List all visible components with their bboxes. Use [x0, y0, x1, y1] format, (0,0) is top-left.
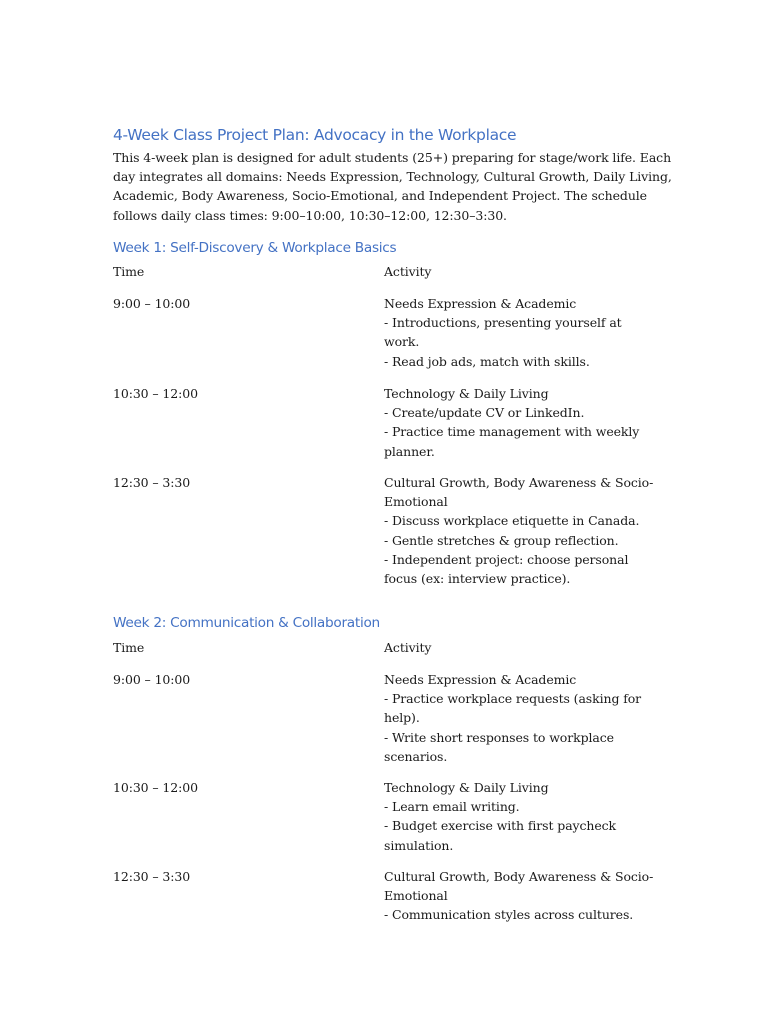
activity-line: Needs Expression & Academic — [384, 672, 577, 687]
activity-line: focus (ex: interview practice). — [384, 571, 571, 587]
document-title: 4-Week Class Project Plan: Advocacy in the Workplace — [113, 126, 517, 144]
schedule-activity — [384, 384, 654, 461]
activity-line: - Discuss workplace etiquette in Canada. — [384, 513, 640, 529]
schedule-activity — [384, 294, 654, 371]
activity-column-header: Activity — [384, 640, 432, 655]
activity-line: Cultural Growth, Body Awareness & Socio- — [384, 869, 654, 884]
schedule-time: 12:30 – 3:30 — [113, 475, 191, 490]
week-1-heading: Week 1: Self-Discovery & Workplace Basics — [113, 240, 397, 256]
activity-line: - Communication styles across cultures. — [384, 907, 634, 923]
schedule-activity — [384, 473, 654, 588]
schedule-time: 9:00 – 10:00 — [113, 672, 191, 687]
schedule-time: 9:00 – 10:00 — [113, 296, 191, 311]
intro-line: day integrates all domains: Needs Expression, Technology, Cultural Growth, Daily Living, — [113, 169, 672, 185]
activity-line: - Gentle stretches & group reflection. — [384, 532, 619, 548]
activity-line: planner. — [384, 443, 435, 459]
activity-line: Needs Expression & Academic — [384, 296, 577, 311]
activity-line: - Practice time management with weekly — [384, 424, 640, 440]
schedule-activity — [384, 778, 654, 855]
schedule-activity — [384, 867, 654, 925]
time-column-header: Time — [113, 264, 145, 279]
activity-line: Emotional — [384, 494, 448, 510]
time-column-header: Time — [113, 640, 145, 655]
schedule-time: 10:30 – 12:00 — [113, 780, 198, 795]
activity-line: Emotional — [384, 888, 448, 904]
activity-line: - Introductions, presenting yourself at — [384, 315, 622, 331]
activity-column-header: Activity — [384, 264, 432, 279]
intro-line: follows daily class times: 9:00–10:00, 10:30–12:00, 12:30–3:30. — [113, 207, 507, 223]
intro-line: Academic, Body Awareness, Socio-Emotional, and Independent Project. The schedule — [113, 188, 647, 204]
activity-line: Cultural Growth, Body Awareness & Socio- — [384, 475, 654, 490]
activity-line: - Learn email writing. — [384, 799, 520, 815]
schedule-activity — [384, 670, 654, 766]
activity-line: - Practice workplace requests (asking for — [384, 691, 642, 707]
activity-line: simulation. — [384, 837, 454, 853]
week-2-heading: Week 2: Communication & Collaboration — [113, 615, 380, 631]
schedule-time: 12:30 – 3:30 — [113, 869, 191, 884]
intro-paragraph — [113, 148, 672, 225]
activity-line: - Create/update CV or LinkedIn. — [384, 405, 585, 421]
activity-line: Technology & Daily Living — [384, 386, 549, 401]
activity-line: scenarios. — [384, 748, 448, 764]
activity-line: - Write short responses to workplace — [384, 729, 614, 745]
activity-line: - Read job ads, match with skills. — [384, 353, 590, 369]
activity-line: - Independent project: choose personal — [384, 551, 629, 567]
activity-line: Technology & Daily Living — [384, 780, 549, 795]
activity-line: - Budget exercise with first paycheck — [384, 818, 617, 834]
schedule-time: 10:30 – 12:00 — [113, 386, 198, 401]
activity-line: work. — [384, 334, 420, 350]
activity-line: help). — [384, 710, 420, 726]
intro-line: This 4-week plan is designed for adult students (25+) preparing for stage/work life. Each — [113, 150, 672, 165]
